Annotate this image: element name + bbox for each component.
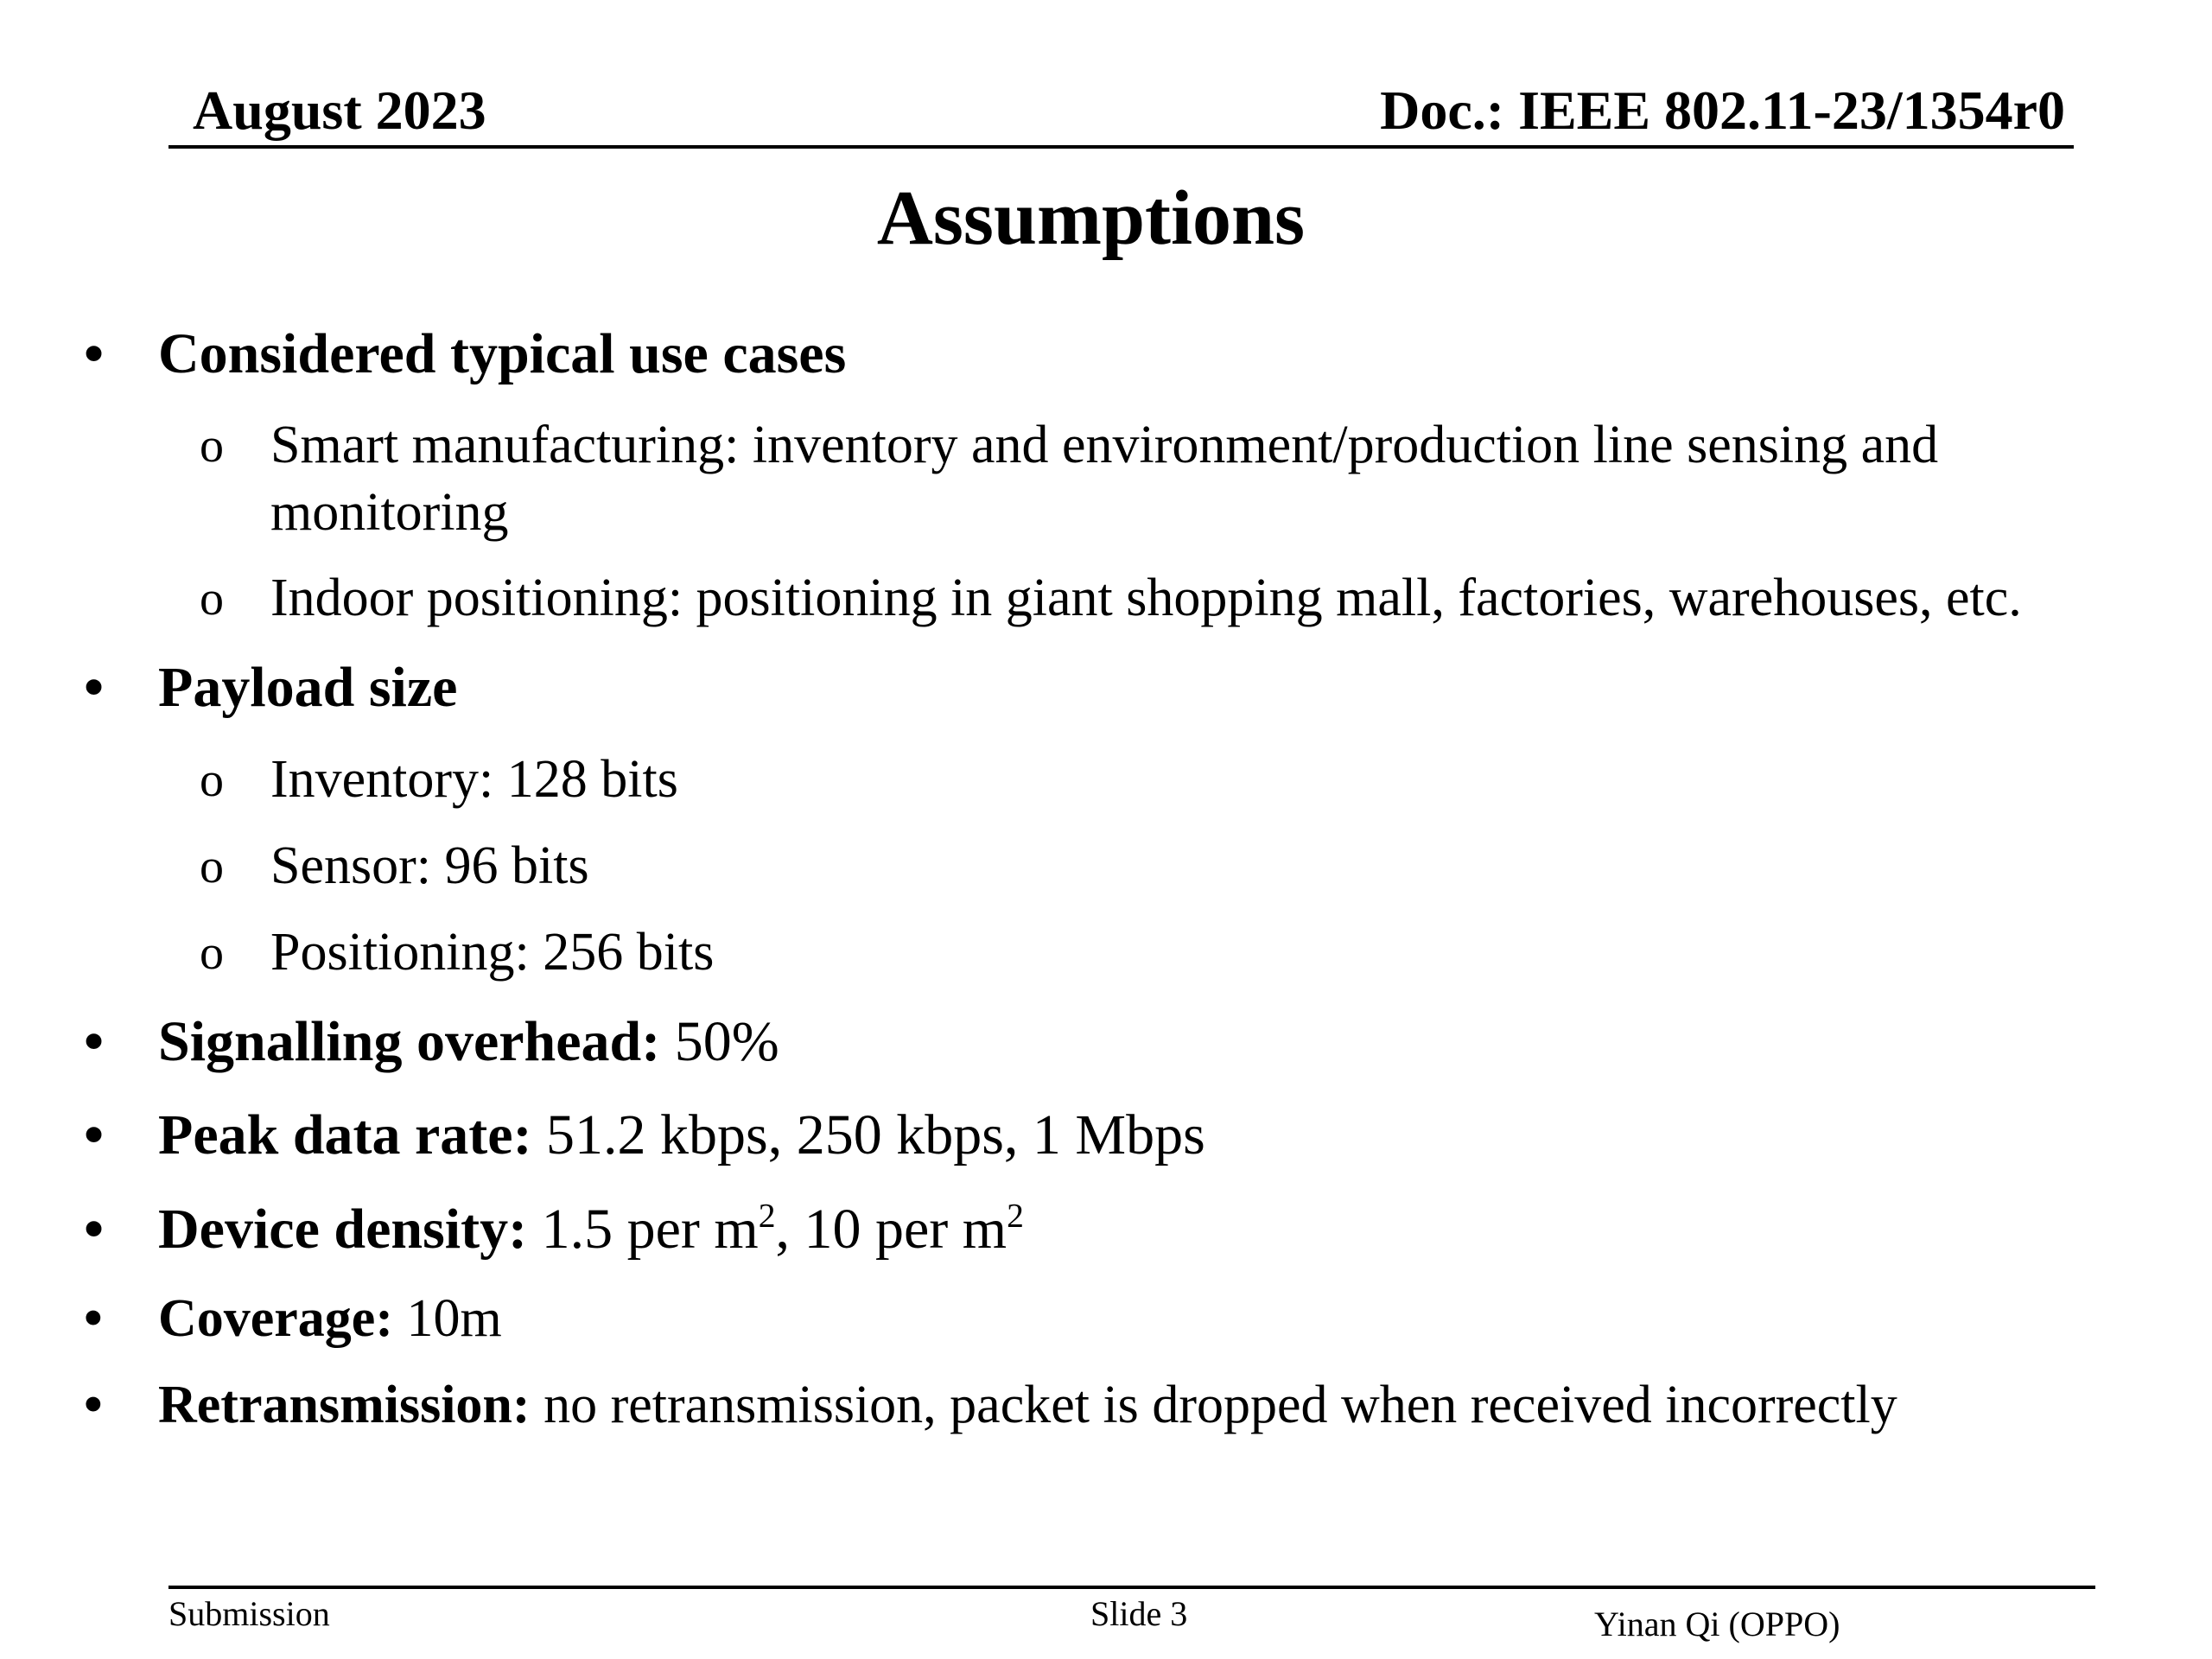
density-value-a: 1.5 per m — [527, 1198, 759, 1261]
bullet-signalling-overhead — [84, 1010, 779, 1073]
sub-bullet-inventory — [200, 750, 678, 809]
sub-bullet-circle: o — [200, 926, 224, 980]
retransmission-value: no retransmission, packet is dropped when received incorrectly — [530, 1376, 1897, 1434]
inventory-payload-text: Inventory: 128 bits — [270, 750, 678, 809]
smart-manufacturing-text-continued: monitoring — [270, 483, 509, 542]
indoor-positioning-text: Indoor positioning: positioning in giant shopping mall, factories, warehouses, etc. — [270, 569, 2022, 627]
sub-bullet-circle: o — [200, 419, 224, 473]
sub-bullet-circle: o — [200, 840, 224, 893]
bullet-peak-data-rate — [84, 1103, 1205, 1166]
peak-rate-value: 51.2 kbps, 250 kbps, 1 Mbps — [531, 1103, 1205, 1166]
sub-bullet-positioning — [200, 923, 715, 982]
bullet-dot: • — [84, 656, 105, 719]
coverage-value: 10m — [392, 1289, 502, 1348]
peak-rate-label: Peak data rate: — [158, 1103, 532, 1166]
bullet-retransmission — [84, 1376, 1897, 1434]
sub-bullet-circle: o — [200, 753, 224, 807]
footer-slide-number: Slide 3 — [1090, 1594, 1188, 1633]
density-value-b: , 10 per m — [775, 1198, 1007, 1261]
bullet-dot: • — [84, 322, 105, 385]
density-superscript-a: 2 — [758, 1196, 776, 1235]
footer-divider — [168, 1586, 2095, 1589]
sub-bullet-circle: o — [200, 572, 224, 626]
positioning-payload-text: Positioning: 256 bits — [270, 923, 715, 982]
sensor-payload-text: Sensor: 96 bits — [270, 836, 589, 895]
coverage-label: Coverage: — [158, 1289, 393, 1348]
sub-bullet-sensor — [200, 836, 589, 895]
density-label: Device density: — [158, 1198, 528, 1261]
density-superscript-b: 2 — [1007, 1196, 1024, 1235]
header-doc-number: Doc.: IEEE 802.11-23/1354r0 — [1380, 79, 2065, 141]
smart-manufacturing-text: Smart manufacturing: inventory and environment/production line sensing and — [270, 416, 1939, 474]
slide-title: Assumptions — [876, 175, 1306, 261]
use-cases-heading: Considered typical use cases — [158, 322, 847, 385]
bullet-coverage — [84, 1289, 502, 1348]
signalling-label: Signalling overhead: — [158, 1010, 661, 1073]
bullet-dot: • — [84, 1103, 105, 1166]
bullet-dot: • — [84, 1289, 103, 1348]
signalling-value: 50% — [660, 1010, 779, 1073]
bullet-dot: • — [84, 1198, 105, 1261]
bullet-payload-size — [84, 656, 458, 719]
retransmission-label: Retransmission: — [158, 1376, 531, 1434]
sub-bullet-smart-manufacturing — [200, 416, 1939, 474]
header-date: August 2023 — [193, 79, 486, 141]
footer-submission: Submission — [168, 1594, 330, 1633]
bullet-dot: • — [84, 1376, 103, 1434]
sub-bullet-indoor-positioning — [200, 569, 2022, 627]
bullet-use-cases — [84, 322, 847, 385]
bullet-dot: • — [84, 1010, 105, 1073]
sub-bullet-smart-manufacturing-continued — [270, 483, 509, 542]
bullet-device-density — [84, 1196, 1024, 1261]
footer-author: Yinan Qi (OPPO) — [1594, 1605, 1840, 1643]
payload-heading: Payload size — [158, 656, 458, 719]
